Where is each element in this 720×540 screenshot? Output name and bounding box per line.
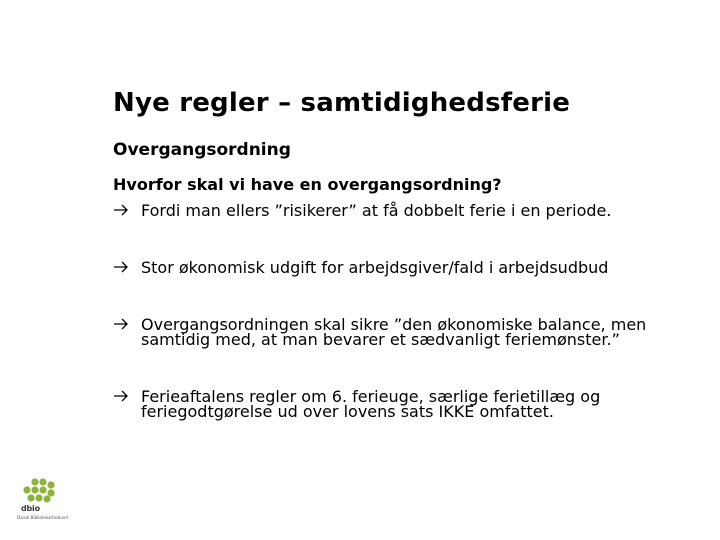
- bullet-text: Stor økonomisk udgift for arbejdsgiver/fald i arbejdsudbud: [141, 258, 609, 277]
- slide-title: Nye regler – samtidighedsferie: [113, 88, 571, 118]
- bullet-text: Fordi man ellers ”risikerer” at få dobbelt ferie i en periode.: [141, 201, 612, 220]
- arrow-right-icon: [113, 389, 133, 404]
- slide-content: [113, 175, 693, 419]
- slide-subtitle: Overgangsordning: [113, 140, 291, 160]
- arrow-right-icon: [113, 260, 133, 275]
- bullet-item: [113, 203, 693, 218]
- bullet-text: Overgangsordningen skal sikre ”den økonomiske balance, men samtidig med, at man bevarer et sædvanligt feriemønster.”: [141, 315, 647, 349]
- bullet-text: Ferieaftalens regler om 6. ferieuge, særlige ferietillæg og feriegodtgørelse ud over lovens sats IKKE omfattet.: [141, 387, 601, 421]
- arrow-right-icon: [113, 317, 133, 332]
- bullet-item: [113, 389, 693, 419]
- question-heading: Hvorfor skal vi have en overgangsordning?: [113, 175, 502, 194]
- bullet-item: [113, 260, 693, 275]
- paw-logo-icon: [19, 478, 59, 504]
- logo-tagline: Dansk Bibliotekarforbund: [17, 515, 68, 520]
- logo-text: dbio: [21, 504, 40, 513]
- bullet-item: [113, 317, 693, 347]
- arrow-right-icon: [113, 203, 133, 218]
